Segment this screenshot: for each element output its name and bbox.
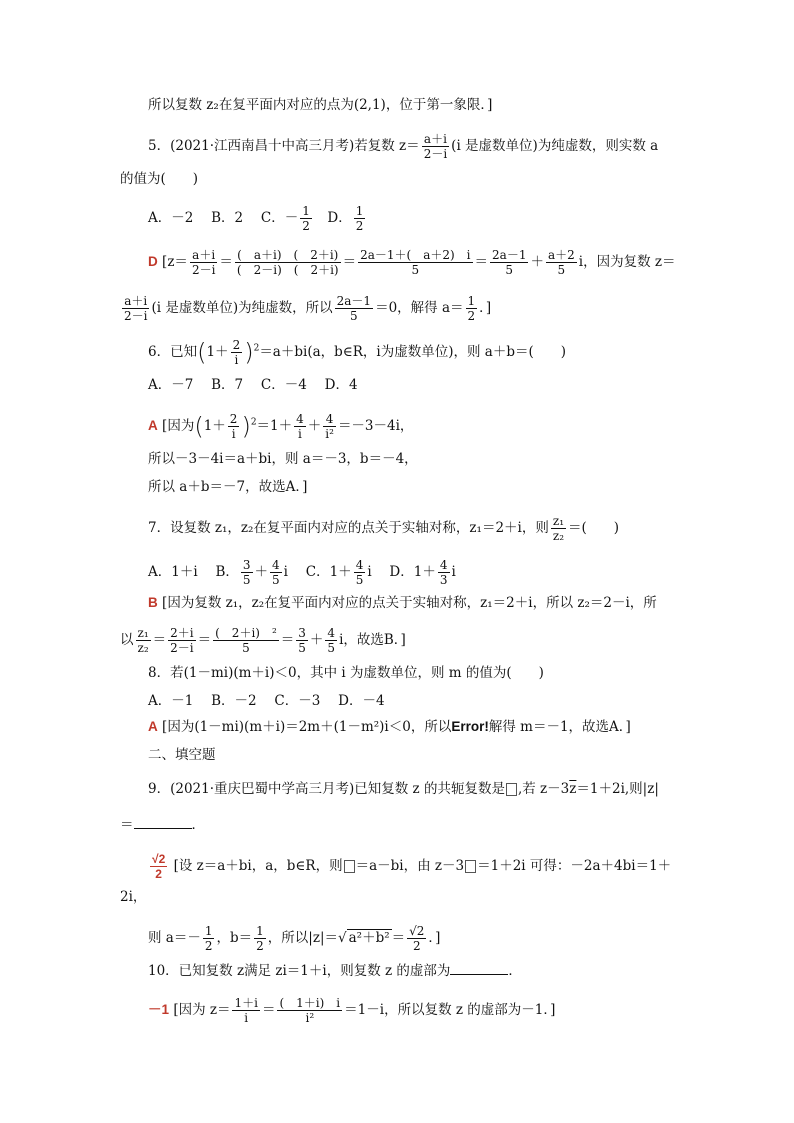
fraction: $\frac{1}{2}$ <box>355 204 364 233</box>
fraction: $\frac{3}{5}$ <box>298 626 306 655</box>
question-10-solution: －1 [因为 z＝ $\frac{1+i}{i}$ ＝ $\frac{( 1+i) i}{\text{i²}}$ ＝1－i，所以复数 z 的虚部为－1．] <box>148 996 556 1025</box>
fraction: $\frac{2a-1}{5}$ <box>336 294 372 323</box>
fraction: $\frac{\text{( 2＋i) ²}}{5}$ <box>215 626 277 655</box>
answer-blank[interactable] <box>450 962 508 975</box>
answer-label: A <box>148 719 158 734</box>
fraction: $\frac{\text{z₁}}{\text{z₂}}$ <box>137 626 149 655</box>
section-heading: 二、填空题 <box>148 747 216 763</box>
fraction: $\frac{( a+i) ( 2+i)}{( 2-i) ( 2+i)}$ <box>236 248 339 277</box>
fraction: $\frac{4}{\text{i²}}$ <box>325 412 334 441</box>
question-7-solution-line2: 以 $\frac{\text{z₁}}{\text{z₂}}$ ＝ $\frac{2+i}{2-i}$ ＝ $\frac{\text{( 2＋i) ²}}{5}$ ＝ $\frac{3}{5}$ ＋ $\frac{4}{5}$ i，故选B．] <box>120 626 406 655</box>
answer-label: B <box>148 595 158 610</box>
fraction: $\frac{1}{2}$ <box>467 294 476 323</box>
answer-label: $\frac{√2}{2}$ <box>152 852 166 881</box>
fraction: $\frac{4}{i}$ <box>296 412 304 441</box>
fraction: $\frac{1}{2}$ <box>302 204 310 233</box>
fraction: $\frac{1}{2}$ <box>204 924 213 953</box>
fraction: $\frac{3}{5}$ <box>242 558 251 587</box>
fraction: $\frac{4}{5}$ <box>355 558 364 587</box>
answer-label: D <box>148 254 158 269</box>
fraction: $\frac{1}{2}$ <box>256 924 264 953</box>
fraction: $\frac{2}{i}$ <box>232 338 241 367</box>
question-8-options: A．－1 B．－2 C．－3 D．－4 <box>148 693 385 709</box>
question-6-solution-line2: 所以－3－4i＝a＋bi，则 a＝－3，b＝－4， <box>148 451 418 467</box>
question-7-options: A．1＋i B． $\frac{3}{5}$ ＋ $\frac{4}{5}$ i C．1＋ $\frac{4}{5}$ i D．1＋ $\frac{4}{3}$ i <box>148 558 456 587</box>
fraction: $\frac{\text{z₁}}{\text{z₂}}$ <box>552 514 565 543</box>
fraction: $\frac{2a-1+( a+2) i}{5}$ <box>360 248 471 277</box>
question-6: 6．已知(1＋ $\frac{2}{i}$ )$^2$＝a＋bi(a，b∈R，i为虚数单位)，则 a＋b＝( ) <box>148 338 567 367</box>
question-9-solution-line1: $\frac{√2}{2}$ [设 z＝a＋bi，a，b∈R，则 ＝a－bi，由 z－3 ＝1＋2i 可得：－2a＋4bi＝1＋ <box>152 852 672 881</box>
question-9-solution-line3: 则 a＝－ $\frac{1}{2}$ ，b＝ $\frac{1}{2}$ ，所以|z|＝√ a²＋b² ＝ $\frac{√2}{2}$ ．] <box>148 924 441 953</box>
question-8-solution: A [因为(1－mi)(m＋i)＝2m＋(1－m²)i＜0，所以Error!解得 m＝－1，故选A．] <box>148 719 631 735</box>
fraction: $\frac{a+2}{5}$ <box>547 248 575 277</box>
fraction: $\frac{2+i}{2-i}$ <box>170 626 194 655</box>
question-6-solution-line1: A [因为(1＋ $\frac{2}{i}$ )$^2$＝1＋ $\frac{4}{i}$ ＋ $\frac{4}{\text{i²}}$ ＝－3－4i， <box>148 412 414 441</box>
fraction: $\frac{a+i}{2-i}$ <box>191 248 216 277</box>
missing-glyph-icon <box>465 860 476 873</box>
fraction: $\frac{2a-1}{5}$ <box>492 248 527 277</box>
question-9: 9．(2021·重庆巴蜀中学高三月考)已知复数 z 的共轭复数是 ,若 $z-3\overline{z}=1+2i$,则|z| <box>148 781 659 797</box>
question-7: 7．设复数 z₁，z₂在复平面内对应的点关于实轴对称，z₁＝2＋i，则 $\frac{\text{z₁}}{\text{z₂}}$ ＝( ) <box>148 514 620 543</box>
fraction: $\frac{a+i}{2-i}$ <box>124 294 148 323</box>
question-8: 8．若(1－mi)(m＋i)＜0，其中 i 为虚数单位，则 m 的值为( ) <box>148 665 544 681</box>
question-5-tail: 的值为( ) <box>120 171 199 187</box>
fraction: $\frac{a+i}{2-i}$ <box>423 132 448 161</box>
question-5-options: A．－2 B．2 C．－ $\frac{1}{2}$ D． $\frac{1}{2}$ <box>148 204 364 233</box>
missing-glyph-icon <box>344 860 355 873</box>
missing-glyph-icon <box>506 783 517 796</box>
fraction: $\frac{√2}{2}$ <box>409 924 425 953</box>
question-6-options: A．－7 B．7 C．－4 D．4 <box>148 377 358 393</box>
answer-blank[interactable] <box>134 816 192 829</box>
question-5-solution-line2: $\frac{a+i}{2-i}$ (i 是虚数单位)为纯虚数，所以 $\frac{2a-1}{5}$ ＝0，解得 a＝ $\frac{1}{2}$ ．] <box>124 294 492 323</box>
fraction: $\frac{4}{5}$ <box>272 558 280 587</box>
line-q4-conclusion: 所以复数 z₂在复平面内对应的点为(2,1)，位于第一象限．] <box>148 97 493 113</box>
answer-label: A <box>148 418 158 433</box>
question-10: 10．已知复数 z满足 zi＝1＋i，则复数 z 的虚部为 ． <box>148 963 522 979</box>
question-7-solution-line1: B [因为复数 z₁，z₂在复平面内对应的点关于实轴对称，z₁＝2＋i，所以 z₂＝2－i，所 <box>148 595 657 611</box>
fraction: $\frac{4}{5}$ <box>327 626 336 655</box>
fraction: $\frac{2}{i}$ <box>229 412 238 441</box>
question-9-line2: ＝ ． <box>120 817 205 833</box>
question-9-solution-line2: 2i， <box>120 889 147 905</box>
fraction: $\frac{1+i}{i}$ <box>234 996 258 1025</box>
fraction: $\frac{4}{3}$ <box>439 558 448 587</box>
answer-label: －1 <box>148 1002 170 1017</box>
question-5-solution-line1: D [z＝ $\frac{a+i}{2-i}$ ＝ $\frac{( a+i) ( 2+i)}{( 2-i) ( 2+i)}$ ＝ $\frac{2a-1+( a+2) i}{5}$ ＝ $\frac{2a-1}{5}$ ＋ $\frac{a+2}{5}$ i，因为复数 z＝ <box>148 248 676 277</box>
fraction: $\frac{( 1+i) i}{\text{i²}}$ <box>279 996 341 1025</box>
question-6-solution-line3: 所以 a＋b＝－7，故选A．] <box>148 479 308 495</box>
question-5: 5．(2021·江西南昌十中高三月考)若复数 z＝ $\frac{a+i}{2-i}$ (i 是虚数单位)为纯虚数，则实数 a <box>148 132 659 161</box>
